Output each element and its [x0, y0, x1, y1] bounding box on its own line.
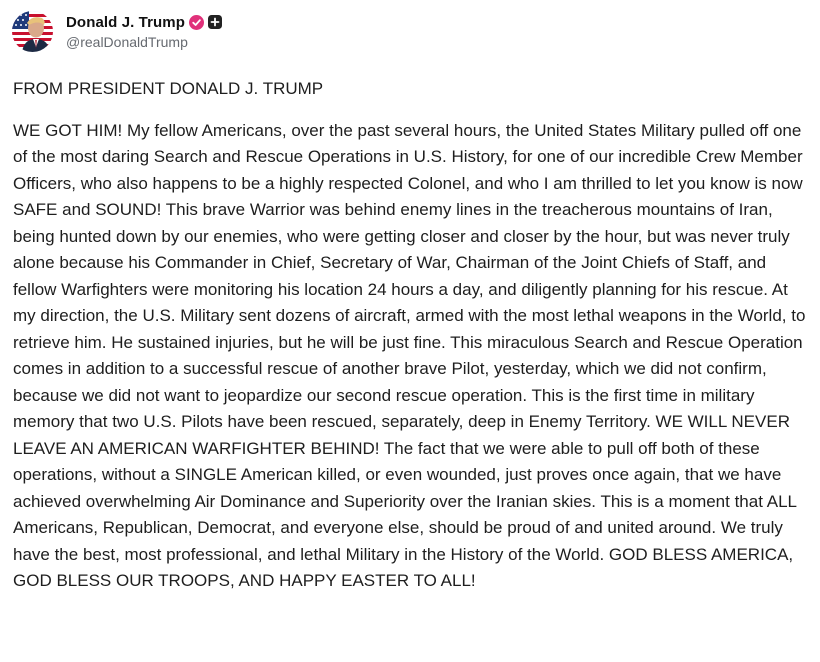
verified-check-icon	[189, 15, 204, 30]
post-body	[13, 76, 813, 595]
author-handle[interactable]: @realDonaldTrump	[66, 34, 188, 50]
post-text: WE GOT HIM! My fellow Americans, over the past several hours, the United States Military pulled off one of the most daring Search and Rescue Operations in U.S. History, for one of our incredible Crew Member Officers, who also happens to be a highly respected Colonel, and who I am thrilled to let you know is now SAFE and SOUND! This brave Warrior was behind enemy lines in the treacherous mountains of Iran, being hunted down by our enemies, who were getting closer and closer by the hour, but was never truly alone because his Commander in Chief, Secretary of War, Chairman of the Joint Chiefs of Staff, and fellow Warfighters were monitoring his location 24 hours a day, and diligently planning for his rescue. At my direction, the U.S. Military sent dozens of aircraft, armed with the most lethal weapons in the World, to retrieve him. He sustained injuries, but he will be just fine. This miraculous Search and Rescue Operation comes in addition to a successful rescue of another brave Pilot, yesterday, which we did not confirm, because we did not want to jeopardize our second rescue operation. This is the first time in military memory that two U.S. Pilots have been rescued, separately, deep in Enemy Territory. WE WILL NEVER LEAVE AN AMERICAN WARFIGHTER BEHIND! The fact that we were able to pull off both of these operations, without a SINGLE American killed, or even wounded, just proves once again, that we have achieved overwhelming Air Dominance and Superiority over the Iranian skies. This is a moment that ALL Americans, Republican, Democrat, and everyone else, should be proud of and united around. We truly have the best, most professional, and lethal Military in the History of the World. GOD BLESS AMERICA, GOD BLESS OUR TROOPS, AND HAPPY EASTER TO ALL!	[13, 120, 806, 590]
plus-badge-icon	[208, 15, 222, 29]
name-row	[66, 12, 222, 32]
avatar[interactable]	[12, 11, 53, 52]
author-display-name[interactable]: Donald J. Trump	[66, 13, 186, 31]
avatar-image	[12, 11, 53, 52]
author-block	[66, 12, 222, 50]
post-header	[12, 9, 222, 53]
post-heading: FROM PRESIDENT DONALD J. TRUMP	[13, 79, 324, 98]
